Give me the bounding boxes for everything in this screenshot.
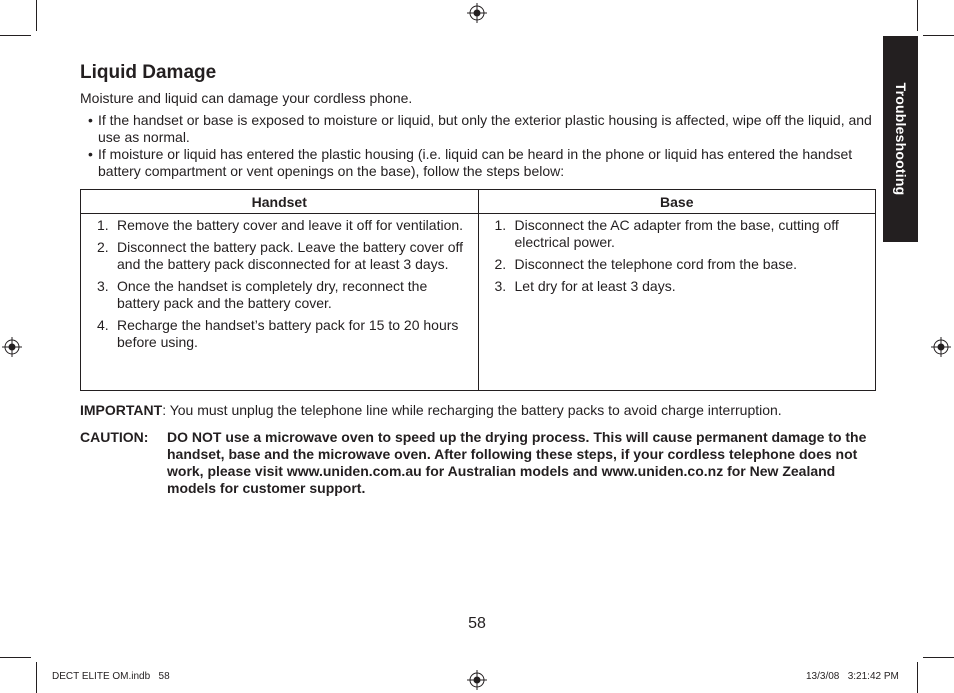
section-side-tab — [883, 36, 918, 242]
important-label: IMPORTANT — [80, 402, 163, 418]
crop-mark — [0, 35, 31, 36]
crop-mark — [36, 662, 37, 693]
important-note — [80, 402, 782, 418]
handset-steps-list — [81, 217, 470, 351]
crop-mark — [36, 0, 37, 31]
list-item: 4. Recharge the handset’s battery pack for 15 to 20 hours before using. — [97, 317, 459, 350]
caution-label: CAUTION: — [80, 429, 149, 445]
page-heading: Liquid Damage — [80, 62, 217, 83]
print-slug-filename: DECT ELITE OM.indb 58 — [52, 671, 170, 682]
column-header-base: Base — [478, 190, 876, 214]
bullet-list — [88, 112, 878, 180]
list-item: 3. Let dry for at least 3 days. — [494, 278, 676, 294]
crop-mark — [0, 657, 31, 658]
caution-text: DO NOT use a microwave oven to speed up the drying process. This will cause permanent damage to the handset, base and the microwave oven. After following these steps, if your cordless telephone does not work, please visit www.uniden.com.au for Australian models and www.uniden.co.nz for New Zealand models for customer support. — [167, 429, 867, 496]
registration-mark-icon — [2, 337, 22, 357]
list-item: 2. Disconnect the telephone cord from the base. — [494, 256, 798, 272]
bullet-item: • If the handset or base is exposed to moisture or liquid, but only the exterior plastic housing is affected, wipe off the liquid, and use as normal. — [88, 112, 878, 146]
intro-text: Moisture and liquid can damage your cordless phone. — [80, 90, 413, 106]
registration-mark-icon — [467, 3, 487, 23]
list-item: 2. Disconnect the battery pack. Leave the battery cover off and the battery pack disconnected for at least 3 days. — [97, 239, 464, 272]
base-steps-cell — [478, 214, 876, 391]
side-tab-label: Troubleshooting — [892, 82, 909, 196]
print-slug-timestamp: 13/3/08 3:21:42 PM — [806, 671, 899, 682]
column-header-handset: Handset — [81, 190, 479, 214]
base-steps-list — [479, 217, 868, 295]
crop-mark — [923, 35, 954, 36]
steps-table — [80, 189, 876, 391]
handset-steps-cell — [81, 214, 479, 391]
list-item: 3. Once the handset is completely dry, reconnect the battery pack and the battery cover. — [97, 278, 428, 311]
crop-mark — [917, 0, 918, 31]
important-text: : You must unplug the telephone line while recharging the battery packs to avoid charge interruption. — [162, 402, 782, 418]
registration-mark-icon — [467, 670, 487, 690]
list-item: 1. Disconnect the AC adapter from the base, cutting off electrical power. — [494, 217, 839, 250]
bullet-item: • If moisture or liquid has entered the plastic housing (i.e. liquid can be heard in the phone or liquid has entered the handset battery compartment or vent openings on the base), follow the steps below: — [88, 146, 878, 180]
registration-mark-icon — [931, 337, 951, 357]
crop-mark — [917, 662, 918, 693]
list-item: 1. Remove the battery cover and leave it off for ventilation. — [97, 217, 464, 233]
page-number: 58 — [468, 615, 486, 632]
crop-mark — [923, 657, 954, 658]
